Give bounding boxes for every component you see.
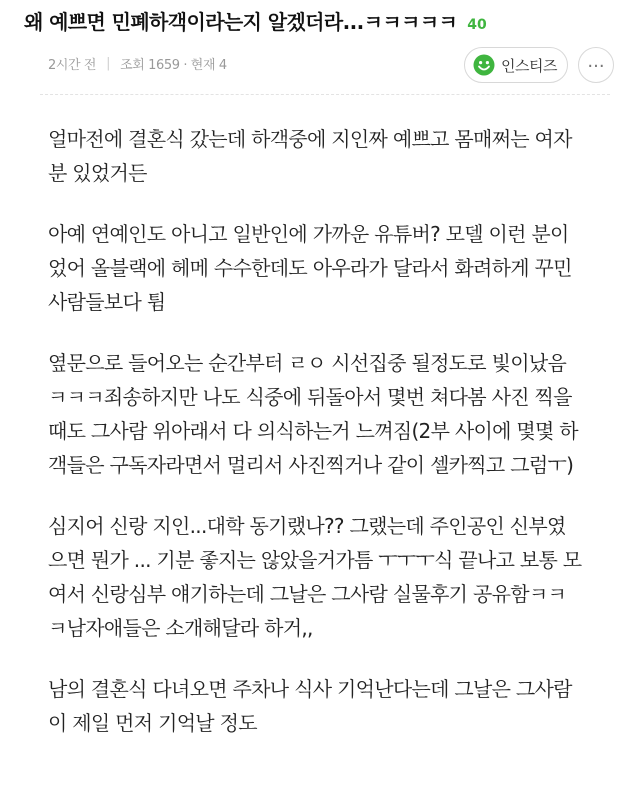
meta-divider: | bbox=[106, 55, 111, 71]
more-icon: ... bbox=[587, 51, 605, 72]
post-time: 2시간 전 bbox=[48, 57, 97, 73]
paragraph bbox=[48, 509, 608, 645]
body-line: 이 제일 먼저 기억날 정도 bbox=[48, 711, 257, 735]
body-line: 때도 그사람 위아래서 다 의식하는거 느껴짐(2부 사이에 몇몇 하 bbox=[48, 419, 578, 443]
paragraph bbox=[48, 672, 608, 740]
smile-icon bbox=[473, 54, 495, 76]
body-line: 얼마전에 결혼식 갔는데 하객중에 지인짜 예쁘고 몸매쩌는 여자 bbox=[48, 127, 572, 151]
board-button[interactable] bbox=[464, 47, 568, 83]
body-line: ㅋㅋㅋ죄송하지만 나도 식중에 뒤돌아서 몇번 쳐다봄 사진 찍을 bbox=[48, 385, 572, 409]
body-line: 옆문으로 들어오는 순간부터 ㄹㅇ 시선집중 될정도로 빛이났음 bbox=[48, 351, 567, 375]
paragraph bbox=[48, 122, 608, 190]
post-header bbox=[24, 6, 630, 38]
paragraph bbox=[48, 217, 608, 319]
body-line: 분 있었거든 bbox=[48, 161, 147, 185]
body-line: 남의 결혼식 다녀오면 주차나 식사 기억난다는데 그날은 그사람 bbox=[48, 677, 572, 701]
post-meta bbox=[48, 52, 227, 74]
paragraph bbox=[48, 346, 608, 482]
body-line: 아예 연예인도 아니고 일반인에 가까운 유튜버? 모델 이런 분이 bbox=[48, 222, 569, 246]
body-line: 으면 뭔가 ... 기분 좋지는 않았을거가틈 ㅜㅜㅜ식 끝나고 보통 모 bbox=[48, 548, 582, 572]
body-line: 심지어 신랑 지인...대학 동기랬나?? 그랬는데 주인공인 신부였 bbox=[48, 514, 566, 538]
post-body bbox=[48, 122, 608, 767]
body-line: 었어 올블랙에 헤메 수수한데도 아우라가 달라서 화려하게 꾸민 bbox=[48, 256, 572, 280]
header-divider bbox=[40, 94, 610, 95]
body-line: ㅋ남자애들은 소개해달라 하거,, bbox=[48, 616, 313, 640]
board-name: 인스티즈 bbox=[501, 56, 557, 75]
more-options-button[interactable] bbox=[578, 47, 614, 83]
post-views: 조회 1659 · 현재 4 bbox=[120, 57, 227, 73]
comment-count[interactable]: 40 bbox=[467, 17, 487, 33]
body-line: 객들은 구독자라면서 멀리서 사진찍거나 같이 셀카찍고 그럼ㅜ) bbox=[48, 453, 574, 477]
body-line: 여서 신랑심부 얘기하는데 그날은 그사람 실물후기 공유함ㅋㅋ bbox=[48, 582, 567, 606]
body-line: 사람들보다 튐 bbox=[48, 290, 166, 314]
post-title: 왜 예쁘면 민폐하객이라는지 알겠더라...ㅋㅋㅋㅋㅋ bbox=[24, 10, 458, 34]
